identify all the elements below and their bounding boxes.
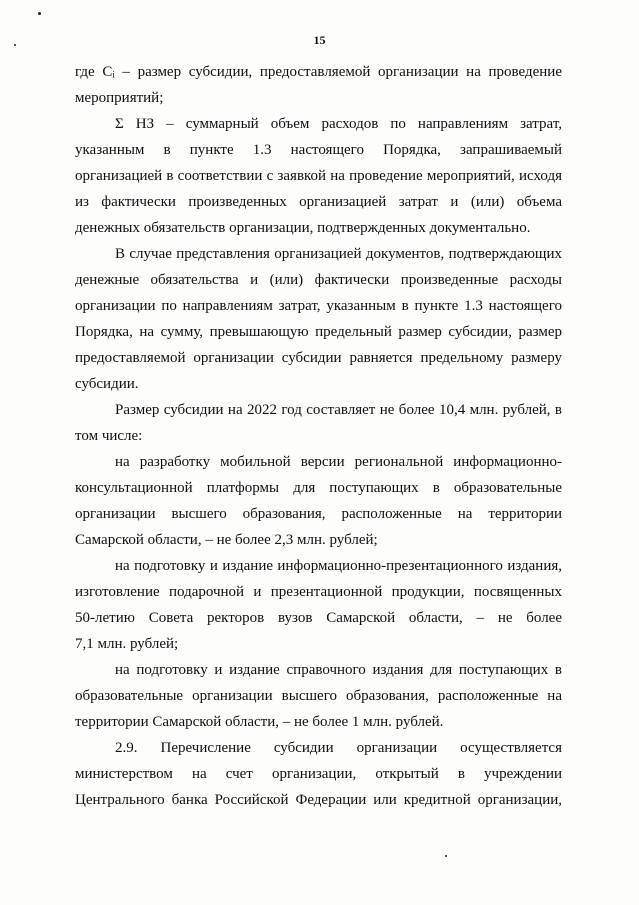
page-number: 15 — [313, 33, 326, 47]
text-line: мероприятий; — [75, 90, 164, 106]
text-line: организации высшего образования, расположенные на территории — [75, 506, 562, 522]
text-line: на разработку мобильной версии региональной информационно- — [115, 454, 562, 470]
text-line: министерством на счет организации, открытый в учреждении — [75, 766, 562, 782]
text-line: консультационной платформы для поступающих в образовательные — [75, 480, 562, 496]
text-line: Центрального банка Российской Федерации или кредитной организации, — [75, 792, 562, 808]
text-line: Σ НЗ – суммарный объем расходов по направлениям затрат, — [115, 116, 562, 132]
text-line: на подготовку и издание информационно-презентационного издания, — [115, 558, 562, 574]
text-line: субсидии. — [75, 376, 139, 392]
text-line: 2.9. Перечисление субсидии организации осуществляется — [115, 740, 562, 756]
scan-speck — [14, 44, 16, 46]
scan-speck — [38, 12, 41, 15]
text-line: территории Самарской области, – не более 1 млн. рублей. — [75, 714, 444, 730]
text-line: организации по направлениям затрат, указанным в пункте 1.3 настоящего — [75, 298, 562, 314]
text-line: денежных обязательств организации, подтвержденных документально. — [75, 220, 531, 236]
text-line: из фактически произведенных организацией затрат и (или) объема — [75, 194, 562, 210]
text-line: 7,1 млн. рублей; — [75, 636, 179, 652]
text-line: изготовление подарочной и презентационной продукции, посвященных — [75, 584, 562, 600]
text-line: В случае представления организацией документов, подтверждающих — [115, 246, 562, 262]
text-line: том числе: — [75, 428, 143, 444]
text-line: организацией в соответствии с заявкой на проведение мероприятий, исходя — [75, 168, 562, 184]
text-line: Самарской области, – не более 2,3 млн. рублей; — [75, 532, 378, 548]
text-line: предоставляемой организации субсидии равняется предельному размеру — [75, 350, 562, 366]
text-line: образовательные организации высшего образования, расположенные на — [75, 688, 562, 704]
text-line: Порядка, на сумму, превышающую предельный размер субсидии, размер — [75, 324, 562, 340]
text-line: на подготовку и издание справочного издания для поступающих в — [115, 662, 562, 678]
text-line: денежные обязательства и (или) фактически произведенные расходы — [75, 272, 562, 288]
text-line: где Cᵢ – размер субсидии, предоставляемой организации на проведение — [75, 64, 562, 80]
scan-speck — [445, 855, 447, 857]
text-line: Размер субсидии на 2022 год составляет не более 10,4 млн. рублей, в — [115, 402, 562, 418]
text-line: указанным в пункте 1.3 настоящего Порядка, запрашиваемый — [75, 142, 562, 158]
text-line: 50-летию Совета ректоров вузов Самарской области, – не более — [75, 610, 562, 626]
